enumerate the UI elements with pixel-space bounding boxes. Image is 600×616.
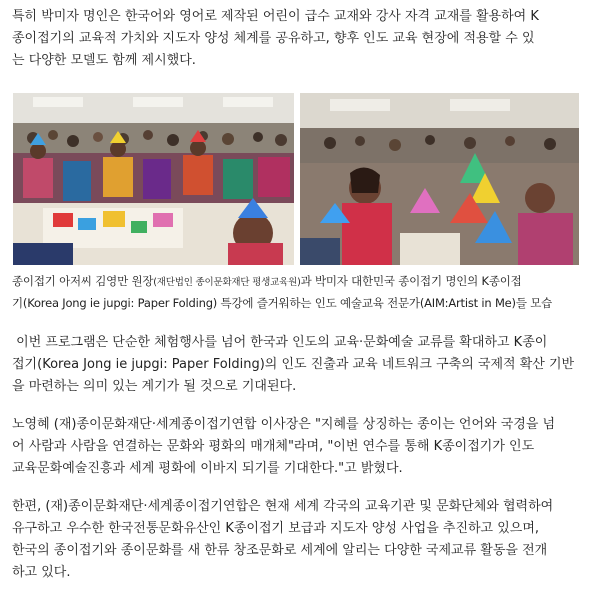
para4-line-2: 유구하고 우수한 한국전통문화유산인 K종이접기 보급과 지도자 양성 사업을 추진하고 있으며,: [12, 521, 540, 536]
caption-line-1-part-1: 종이접기 아저씨 김영만 원장: [12, 274, 154, 288]
workshop-photo-right-icon: [300, 93, 579, 265]
caption-line-1-part-2: 과 박미자 대한민국 종이접기 명인의 K종이접: [300, 274, 522, 288]
workshop-photo-left: [13, 93, 294, 265]
para4-line-4: 하고 있다.: [12, 565, 71, 580]
workshop-photo-right: [300, 93, 579, 265]
para2-line-2: 접기(Korea Jong ie jupgi: Paper Folding)의 인도 진출과 교육 네트워크 구축의 국제적 확산 기반: [12, 357, 575, 372]
para3-line-3: 교육문화예술진흥과 세계 평화에 이바지 되기를 기대한다."고 밝혔다.: [12, 461, 403, 476]
caption-line-1: [12, 271, 588, 293]
photo-caption: [12, 271, 588, 313]
workshop-photo-left-icon: [13, 93, 294, 265]
intro-paragraph: [12, 6, 588, 72]
caption-line-1-small: (재단법인 종이문화재단 평생교육원): [153, 277, 301, 288]
para2-line-1: 이번 프로그램은 단순한 체험행사를 넘어 한국과 인도의 교육·문화예술 교류를 확대하고 K종이: [12, 335, 548, 350]
para2-line-3: 을 마련하는 의미 있는 계기가 될 것으로 기대된다.: [12, 379, 297, 394]
para3-line-2: 어 사람과 사람을 연결하는 문화와 평화의 매개체"라며, "이번 연수를 통해 K종이접기가 인도: [12, 439, 535, 454]
para3-line-1: 노영혜 (재)종이문화재단·세계종이접기연합 이사장은 "지혜를 상징하는 종이는 언어와 국경을 넘: [12, 417, 556, 432]
paragraph-foundation-activities: [12, 496, 588, 584]
paragraph-chairman-quote: [12, 414, 588, 480]
para4-line-3: 한국의 종이접기와 종이문화를 새 한류 창조문화로 세계에 알리는 다양한 국제교류 활동을 전개: [12, 543, 548, 558]
caption-line-2: 기(Korea Jong ie jupgi: Paper Folding) 특강에 즐거워하는 인도 예술교육 전문가(AIM:Artist in Me)들 모습: [12, 296, 553, 310]
intro-line-2: 종이접기의 교육적 가치와 지도자 양성 체계를 공유하고, 향후 인도 교육 현장에 적용할 수 있: [12, 31, 535, 46]
intro-line-3: 는 다양한 모델도 함께 제시했다.: [12, 53, 196, 68]
paragraph-program: [12, 332, 588, 398]
para4-line-1: 한편, (재)종이문화재단·세계종이접기연합은 현재 세계 각국의 교육기관 및 문화단체와 협력하여: [12, 499, 554, 514]
intro-line-1: 특히 박미자 명인은 한국어와 영어로 제작된 어린이 급수 교재와 강사 자격 교재를 활용하여 K: [12, 9, 539, 24]
